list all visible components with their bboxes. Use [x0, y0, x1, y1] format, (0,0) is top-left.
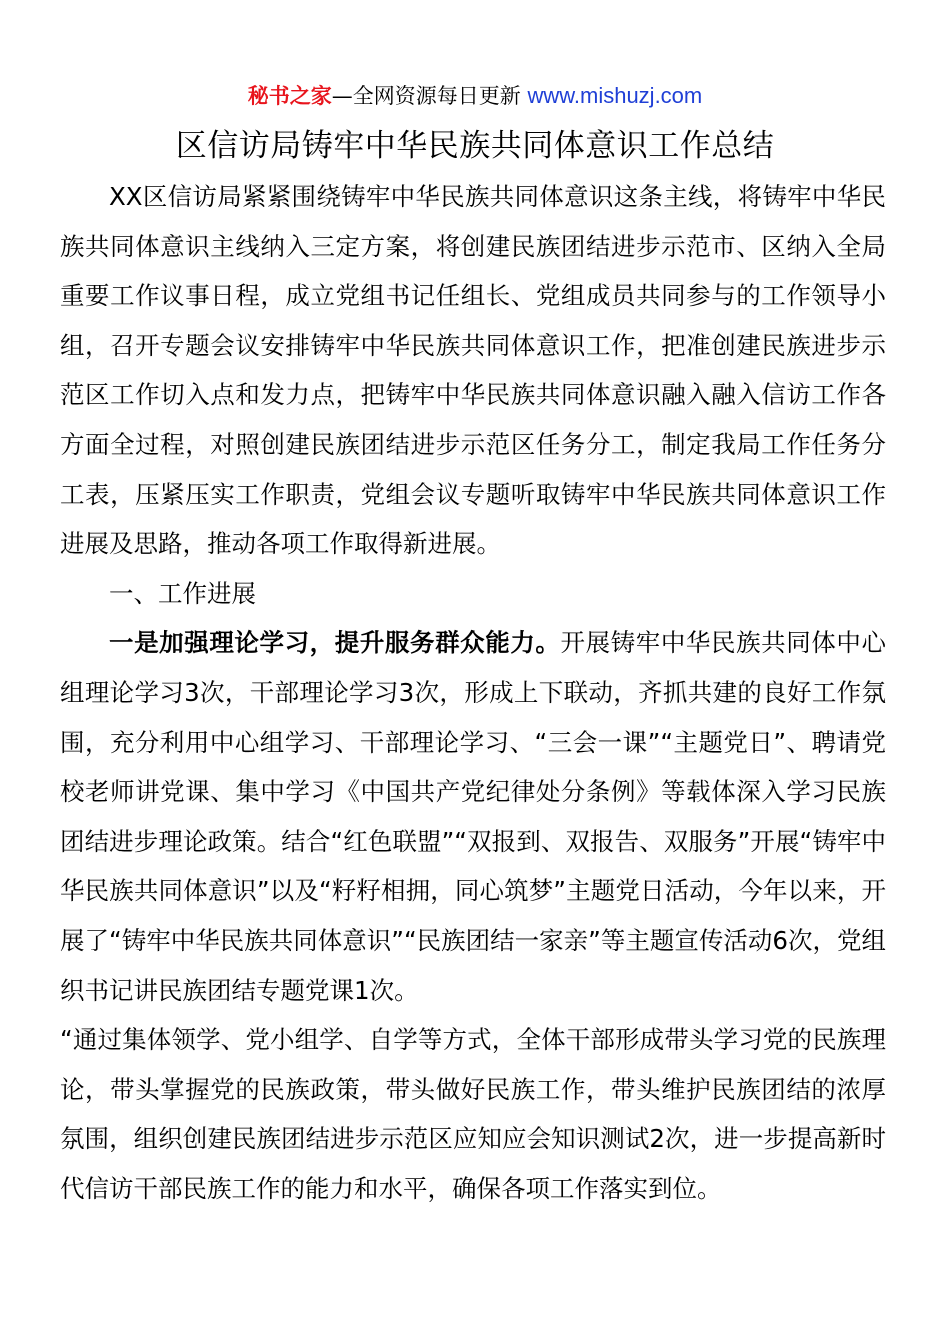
point-text: 开展铸牢中华民族共同体中心组理论学习3次，干部理论学习3次，形成上下联动，齐抓共建的良好工作氛围，充分利用中心组学习、干部理论学习、“三会一课”“主题党日”、聘请党校老师讲党课、集中学习《中国共产党纪律处分条例》等载体深入学习民族团结进步理论政策。结合“红色联盟”“双报到、双报告、双服务”开展“铸牢中华民族共同体意识”以及“籽籽相拥，同心筑梦”主题党日活动，今年以来，开展了“铸牢中华民族共同体意识”“民族团结一家亲”等主题宣传活动6次，党组织书记讲民族团结专题党课1次。 — [60, 628, 886, 1005]
continuation-paragraph: “通过集体领学、党小组学、自学等方式，全体干部形成带头学习党的民族理论，带头掌握党的民族政策，带头做好民族工作，带头维护民族团结的浓厚氛围，组织创建民族团结进步示范区应知应会知识测试2次，进一步提高新时代信访干部民族工作的能力和水平，确保各项工作落实到位。 — [60, 1025, 886, 1203]
point-heading: 一是加强理论学习，提升服务群众能力。 — [109, 628, 561, 658]
header-tagline: —全网资源每日更新 — [331, 84, 521, 108]
intro-paragraph: XX区信访局紧紧围绕铸牢中华民族共同体意识这条主线，将铸牢中华民族共同体意识主线纳入三定方案，将创建民族团结进步示范市、区纳入全局重要工作议事日程，成立党组书记任组长、党组成员共同参与的工作领导小组，召开专题会议安排铸牢中华民族共同体意识工作，把准创建民族进步示范区工作切入点和发力点，把铸牢中华民族共同体意识融入融入信访工作各方面全过程，对照创建民族团结进步示范区任务分工，制定我局工作任务分工表，压紧压实工作职责，党组会议专题听取铸牢中华民族共同体意识工作进展及思路，推动各项工作取得新进展。 — [60, 182, 886, 559]
document-body — [60, 172, 886, 1213]
point-paragraph — [60, 618, 886, 1015]
document-title: 区信访局铸牢中华民族共同体意识工作总结 — [175, 128, 775, 164]
site-url-link[interactable]: www.mishuzj.com — [527, 83, 703, 108]
section-heading: 一、工作进展 — [109, 578, 256, 608]
site-header — [0, 80, 950, 112]
brand-name: 秘书之家 — [247, 84, 332, 108]
